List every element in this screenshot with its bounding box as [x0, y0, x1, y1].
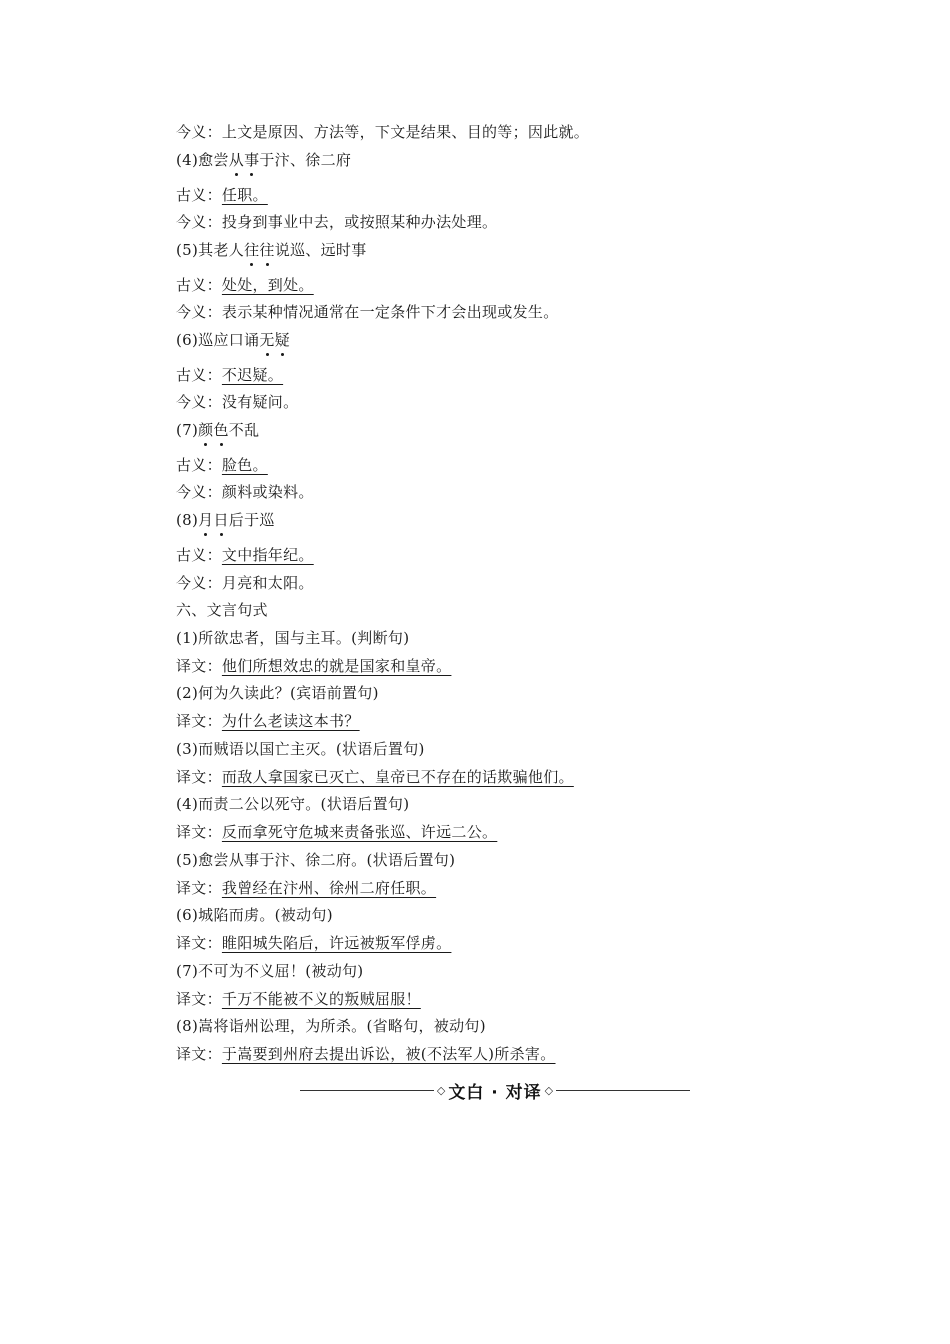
text-line: 今义：月亮和太阳。 — [176, 574, 314, 592]
example-heading: (5)其老人往往说巡、远时事 — [176, 241, 367, 259]
example-heading: (7)颜色不乱 — [176, 421, 260, 439]
answer-underlined: 处处，到处。 — [221, 276, 314, 294]
emphasis-char: 从 — [228, 151, 245, 169]
diamond-ornament-icon: ◇ — [436, 1083, 446, 1097]
text-line: 古义：任职。 — [176, 186, 268, 204]
translation-line: 译文：千万不能被不义的叛贼屈服！ — [176, 990, 421, 1008]
section-banner — [300, 1078, 690, 1102]
answer-underlined: 任职。 — [221, 186, 268, 204]
emphasis-char: 事 — [244, 151, 260, 169]
text-line: 今义：表示某种情况通常在一定条件下才会出现或发生。 — [176, 303, 559, 321]
section-heading: 六、文言句式 — [176, 601, 268, 619]
example-heading: (4)愈尝从事于汴、徐二府 — [176, 151, 352, 169]
sentence-example: (5)愈尝从事于汴、徐二府。(状语后置句) — [176, 851, 456, 869]
answer-underlined: 千万不能被不义的叛贼屈服！ — [221, 990, 421, 1008]
translation-line: 译文：于嵩要到州府去提出诉讼，被(不法军人)所杀害。 — [176, 1045, 556, 1063]
translation-line: 译文：睢阳城失陷后，许远被叛军俘虏。 — [176, 934, 452, 952]
answer-underlined: 他们所想效忠的就是国家和皇帝。 — [221, 657, 452, 675]
translation-line: 译文：我曾经在汴州、徐州二府任职。 — [176, 879, 437, 897]
sentence-example: (3)而贼语以国亡主灭。(状语后置句) — [176, 740, 425, 758]
sentence-example: (8)嵩将诣州讼理，为所杀。(省略句，被动句) — [176, 1017, 486, 1035]
answer-underlined: 而敌人拿国家已灭亡、皇帝已不存在的话欺骗他们。 — [221, 768, 574, 786]
text-line: 古义：不迟疑。 — [176, 366, 284, 384]
answer-underlined: 不迟疑。 — [221, 366, 284, 384]
emphasis-char: 无 — [259, 331, 275, 349]
example-heading: (6)巡应口诵无疑 — [176, 331, 290, 349]
emphasis-char: 颜 — [198, 421, 214, 439]
text-line: 今义：没有疑问。 — [176, 393, 299, 411]
translation-line: 译文：而敌人拿国家已灭亡、皇帝已不存在的话欺骗他们。 — [176, 768, 574, 786]
translation-line: 译文：为什么老读这本书？ — [176, 712, 360, 730]
text-line: 古义：文中指年纪。 — [176, 546, 314, 564]
emphasis-char: 月 — [198, 511, 214, 529]
diamond-ornament-icon: ◇ — [544, 1083, 554, 1097]
sentence-example: (4)而责二公以死守。(状语后置句) — [176, 795, 410, 813]
answer-underlined: 反而拿死守危城来责备张巡、许远二公。 — [221, 823, 498, 841]
text-line: 今义：颜料或染料。 — [176, 483, 314, 501]
translation-line: 译文：反而拿死守危城来责备张巡、许远二公。 — [176, 823, 498, 841]
sentence-example: (1)所欲忠者，国与主耳。(判断句) — [176, 629, 410, 647]
banner-title: 文白 · 对译 — [448, 1082, 542, 1103]
sentence-example: (2)何为久读此？(宾语前置句) — [176, 684, 379, 702]
text-line: 今义：投身到事业中去，或按照某种办法处理。 — [176, 213, 498, 231]
sentence-example: (7)不可为不义屈！(被动句) — [176, 962, 364, 980]
answer-underlined: 为什么老读这本书？ — [221, 712, 360, 730]
example-heading: (8)月日后于巡 — [176, 511, 275, 529]
answer-underlined: 文中指年纪。 — [221, 546, 314, 564]
text-line: 古义：处处，到处。 — [176, 276, 314, 294]
emphasis-char: 色 — [213, 421, 229, 439]
emphasis-char: 往 — [244, 241, 260, 259]
emphasis-char: 疑 — [274, 331, 290, 349]
emphasis-char: 往 — [259, 241, 275, 259]
sentence-example: (6)城陷而虏。(被动句) — [176, 906, 333, 924]
banner-rule-right — [556, 1090, 690, 1091]
answer-underlined: 脸色。 — [221, 456, 268, 474]
text-line: 古义：脸色。 — [176, 456, 268, 474]
banner-rule-left — [300, 1090, 434, 1091]
answer-underlined: 睢阳城失陷后，许远被叛军俘虏。 — [221, 934, 452, 952]
emphasis-char: 日 — [213, 511, 229, 529]
answer-underlined: 于嵩要到州府去提出诉讼，被(不法军人)所杀害。 — [221, 1045, 556, 1063]
translation-line: 译文：他们所想效忠的就是国家和皇帝。 — [176, 657, 452, 675]
text-line: 今义：上文是原因、方法等，下文是结果、目的等；因此就。 — [176, 123, 590, 141]
answer-underlined: 我曾经在汴州、徐州二府任职。 — [221, 879, 437, 897]
